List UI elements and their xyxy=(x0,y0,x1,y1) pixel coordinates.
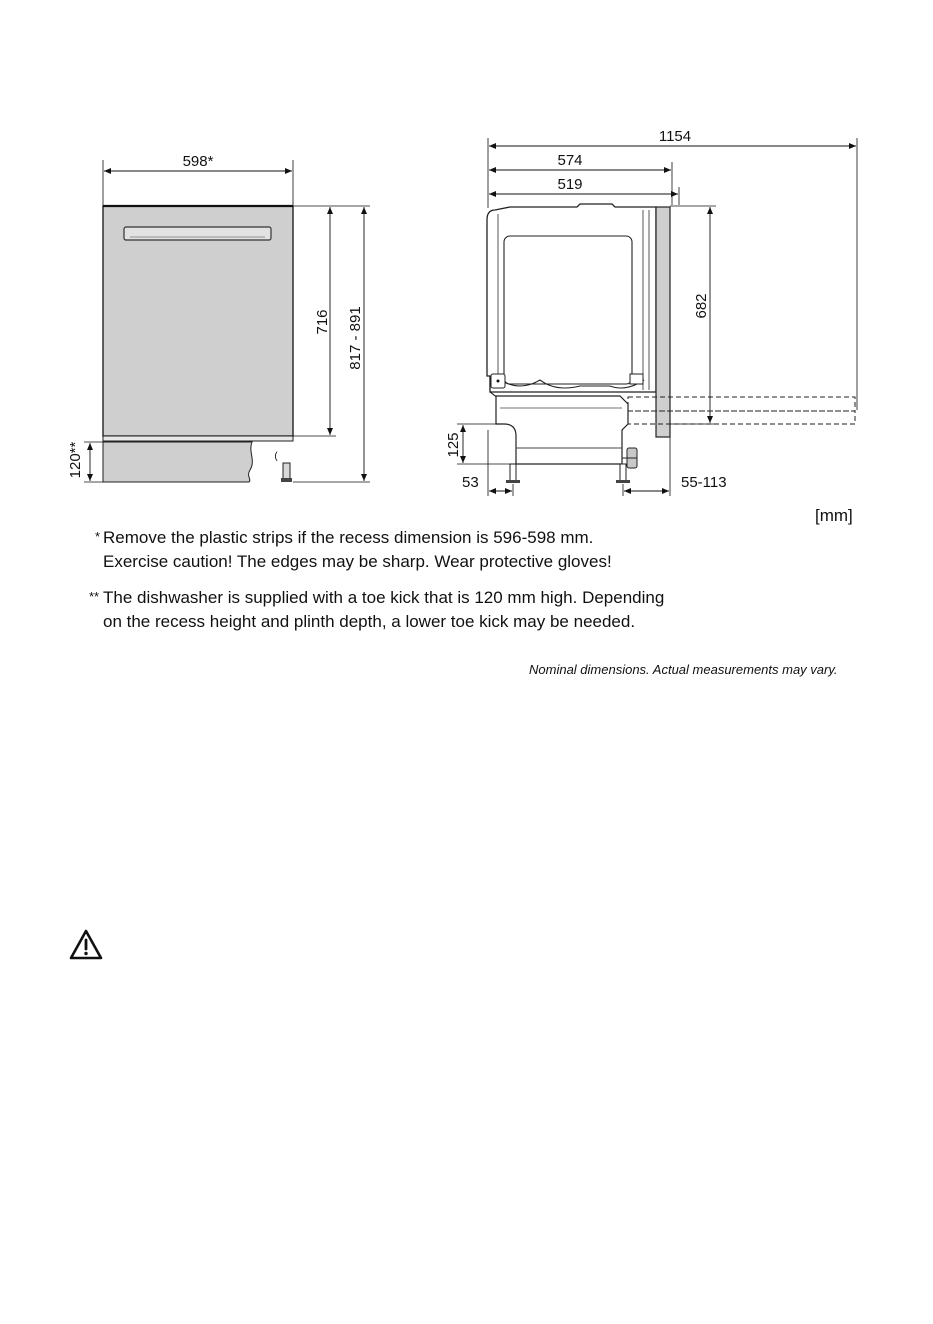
door-handle xyxy=(124,227,271,240)
dishwasher-side-body xyxy=(487,204,656,392)
front-width-label: 598* xyxy=(182,153,214,170)
toe-kick-panel xyxy=(103,442,252,482)
door-height-label: 716 xyxy=(314,309,331,335)
note-2-text-2: on the recess height and plinth depth, a lower toe kick may be needed. xyxy=(103,612,636,631)
note-2-text: The dishwasher is supplied with a toe kick that is 120 mm high. Depending xyxy=(103,588,665,607)
note-1-marker: * xyxy=(95,529,101,544)
note-1-text: Remove the plastic strips if the recess dimension is 596-598 mm. xyxy=(103,528,594,547)
note-2-line-2 xyxy=(103,610,635,634)
foot-offset-label: 53 xyxy=(462,474,479,491)
unit-label: [mm] xyxy=(815,506,853,525)
rear-foot xyxy=(510,464,516,482)
toe-kick-height-label: 120** xyxy=(67,441,84,479)
nominal-dimensions-note: Nominal dimensions. Actual measurements may vary. xyxy=(529,662,838,677)
total-height-label: 817 - 891 xyxy=(347,306,364,370)
note-1-line-2 xyxy=(103,550,612,574)
foot-height-label: 125 xyxy=(445,432,462,458)
svg-text:(: ( xyxy=(274,451,278,462)
dishwasher-side-base xyxy=(496,396,628,464)
dishwasher-base-strip xyxy=(103,436,293,441)
plinth-depth-label: 55-113 xyxy=(681,474,727,491)
depth-body-label: 519 xyxy=(557,176,583,193)
warning-triangle-icon xyxy=(69,928,103,962)
front-door-panel xyxy=(656,207,670,437)
front-foot xyxy=(283,463,290,479)
front-foot-side xyxy=(620,464,626,482)
depth-door-label: 574 xyxy=(557,152,583,169)
note-1-text-2: Exercise caution! The edges may be sharp. Wear protective gloves! xyxy=(103,552,612,571)
side-door-height-label: 682 xyxy=(693,293,710,319)
note-2-marker: ** xyxy=(89,589,100,604)
front-view xyxy=(67,153,370,482)
side-view xyxy=(445,128,857,496)
note-2-line-1 xyxy=(89,586,665,610)
total-depth-label: 1154 xyxy=(658,128,692,145)
note-1-line-1 xyxy=(95,526,594,550)
